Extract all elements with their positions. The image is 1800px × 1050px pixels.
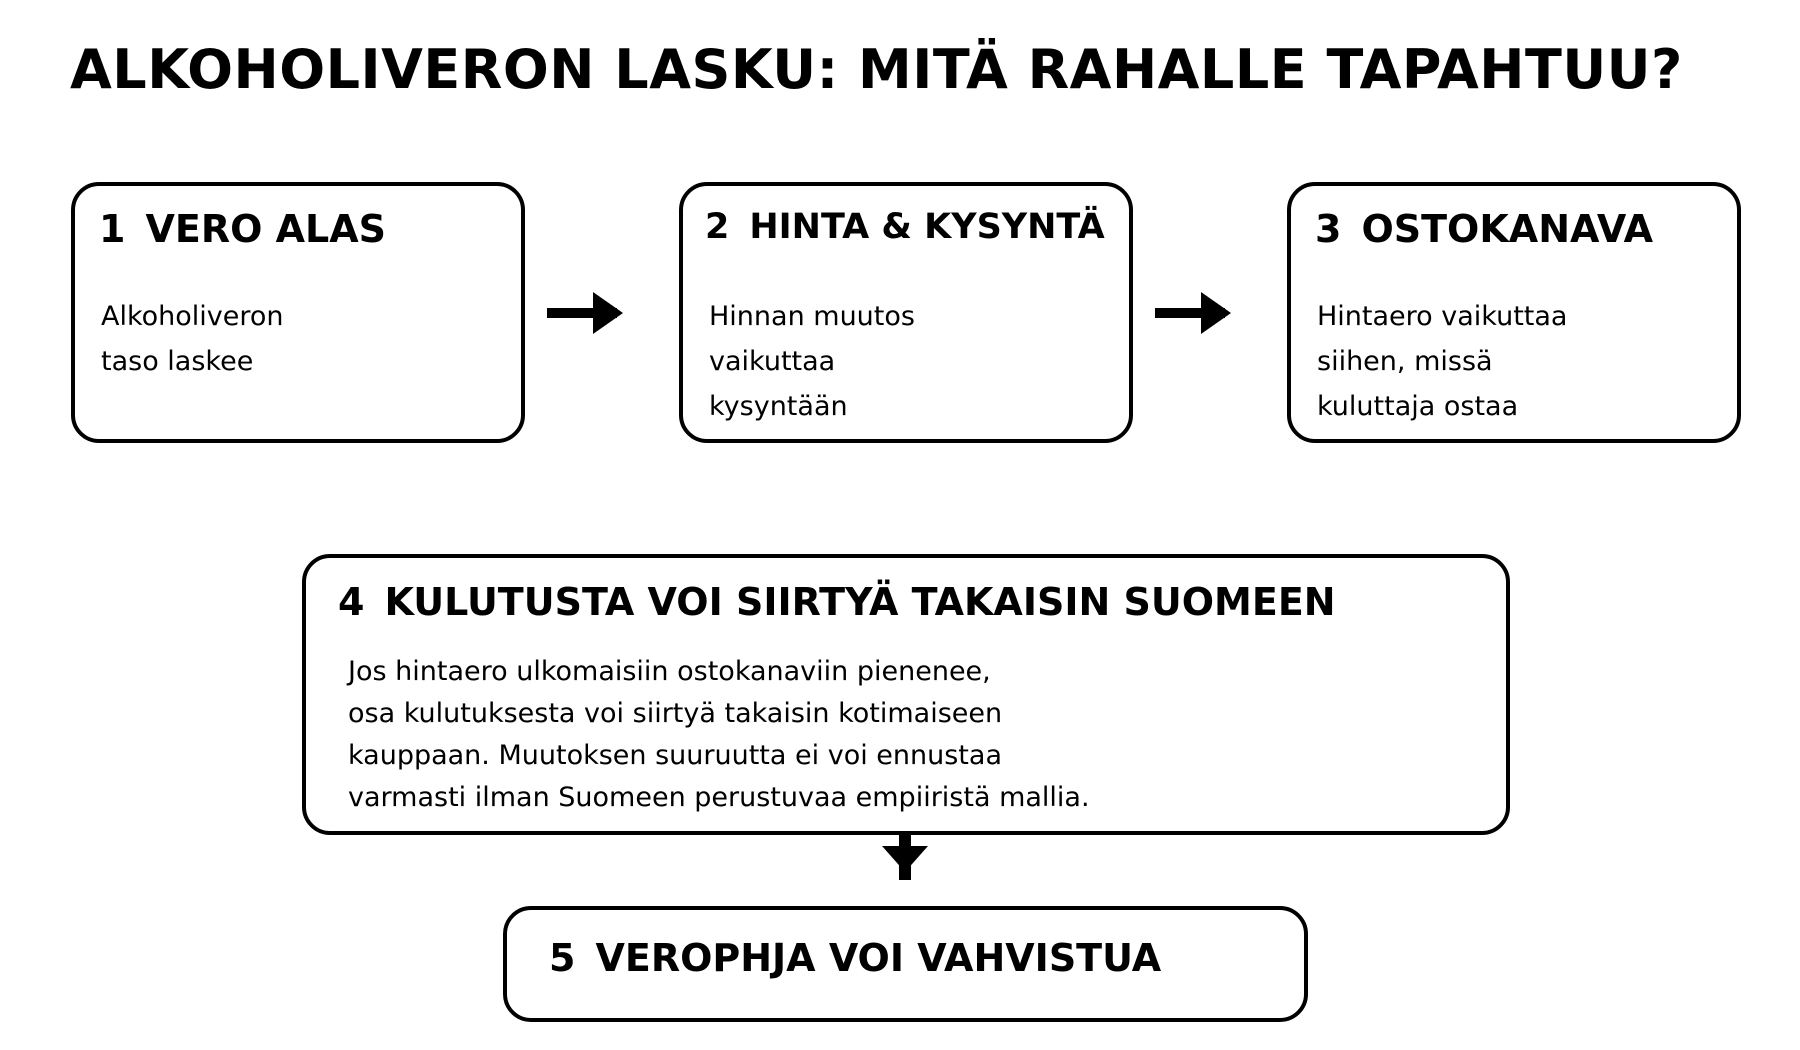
step-heading-1 [99,207,386,251]
step-description [709,294,915,429]
step-text-line: kysyntään [709,391,848,422]
step-title: VERO ALAS [145,207,387,251]
step-number: 3 [1315,207,1342,251]
step-title: OSTOKANAVA [1361,207,1654,251]
step-text-line: taso laskee [101,346,254,377]
step-text-line: osa kulutuksesta voi siirtyä takaisin kotimaiseen [348,698,1003,729]
step-description [1317,294,1567,429]
step-number: 1 [99,207,126,251]
step-text-line: Hinnan muutos [709,301,915,332]
step-title: KULUTUSTA VOI SIIRTYÄ TAKAISIN SUOMEEN [384,580,1336,624]
step-text-line: Hintaero vaikuttaa [1317,301,1568,332]
step-text-line: kauppaan. Muutoksen suuruutta ei voi ennustaa [348,740,1002,771]
step-text-line: Jos hintaero ulkomaisiin ostokanaviin pienenee, [348,656,991,687]
step-heading-4 [338,580,1336,624]
step-title: HINTA & KYSYNTÄ [749,207,1105,247]
step-box-4 [302,554,1510,835]
step-box-1 [71,182,525,443]
step-text-line: vaikuttaa [709,346,836,377]
step-box-5 [503,906,1308,1022]
diagram-title: ALKOHOLIVERON LASKU: MITÄ RAHALLE TAPAHTUU? [70,38,1683,101]
step-number: 4 [338,580,365,624]
step-text-line: siihen, missä [1317,346,1493,377]
step-heading-2 [705,207,1105,247]
step-text-line: Alkoholiveron [101,301,284,332]
step-title: VEROPHJA VOI VAHVISTUA [595,936,1162,980]
step-box-3 [1287,182,1741,443]
step-number: 5 [549,936,576,980]
arrow-right-icon [545,290,625,336]
arrow-right-icon [1153,290,1233,336]
step-text-line: varmasti ilman Suomeen perustuvaa empiiristä mallia. [348,782,1090,813]
step-description [101,294,284,384]
step-description [348,651,1090,819]
step-number: 2 [705,207,730,247]
arrow-down-icon [880,832,930,882]
step-text-line: kuluttaja ostaa [1317,391,1519,422]
step-box-2 [679,182,1133,443]
step-heading-3 [1315,207,1653,251]
step-heading-5 [549,936,1161,980]
